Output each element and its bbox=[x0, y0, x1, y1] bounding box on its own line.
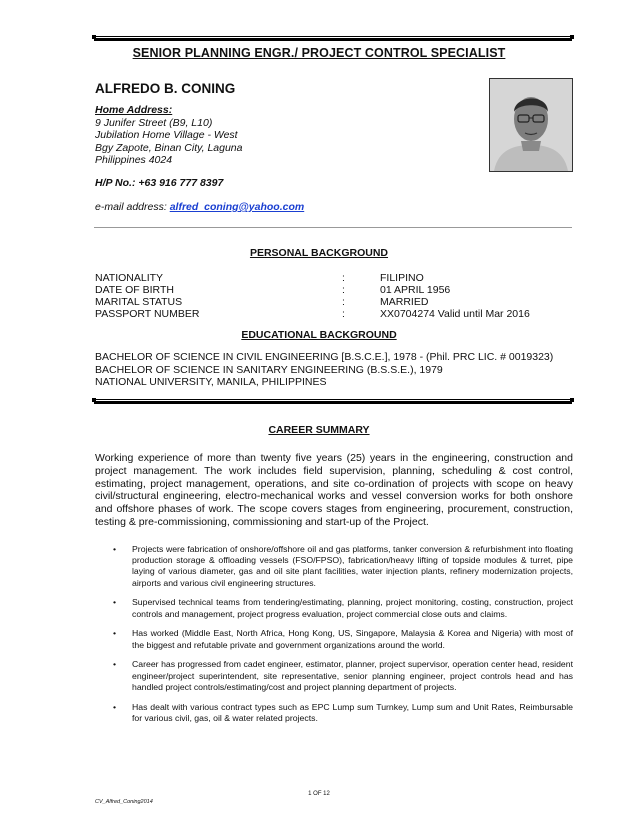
list-item-text: Has worked (Middle East, North Africa, Hong Kong, US, Singapore, Malaysia & Korea and Nigeria) with most of the biggest and refutable private and government organizations around the world. bbox=[132, 628, 573, 650]
bullet-icon: • bbox=[113, 597, 117, 608]
list-item bbox=[113, 659, 573, 693]
list-item bbox=[113, 544, 573, 589]
home-address-label: Home Address: bbox=[95, 104, 173, 116]
career-summary-text: Working experience of more than twenty five years (25) years in the engineering, construction and project management. The work includes field supervision, planning, scheduling & cost control, estimating, project management, operations, and site co-ordination of projects with scope on heavy civil/structural engineering, electro-mechanical works and vessel conversion works for both onshore and offshore phases of work. The scope covers stages from engineering, procurement, construction, testing & pre-commissioning, commissioning and start-up of the Project. bbox=[95, 452, 573, 528]
phone-number: H/P No.: +63 916 777 8397 bbox=[95, 177, 224, 189]
bullet-icon: • bbox=[113, 544, 117, 554]
career-summary-heading: CAREER SUMMARY bbox=[268, 424, 370, 436]
personal-row bbox=[95, 308, 565, 320]
career-bullet-list bbox=[113, 544, 573, 733]
field-value: MARRIED bbox=[380, 296, 429, 308]
list-item-text: Supervised technical teams from tendering/estimating, planning, project monitoring, costing, construction, project controls and management, project progress evaluation, project commercial close outs and claims. bbox=[132, 597, 573, 619]
field-label: PASSPORT NUMBER bbox=[95, 308, 200, 320]
bullet-icon: • bbox=[113, 628, 117, 639]
education-list bbox=[95, 351, 553, 389]
field-separator: : bbox=[342, 296, 345, 308]
field-value: XX0704274 Valid until Mar 2016 bbox=[380, 308, 530, 320]
document-title: SENIOR PLANNING ENGR./ PROJECT CONTROL SPECIALIST bbox=[132, 46, 506, 60]
list-item-text: Projects were fabrication of onshore/offshore oil and gas platforms, tanker conversion & refurbishment into floating production storage & offloading vessels (FSO/FPSO), fabrication/heavy lifting of topside modules & turret, pipe laying of various diameter, gas and oil site plant facilities, water injection plants, refinery modernization projects, airports and various civil engineering structures. bbox=[132, 544, 573, 588]
list-item-text: Has dealt with various contract types such as EPC Lump sum Turnkey, Lump sum and Unit Rates, Reimbursable for various civil, gas, oil & water related projects. bbox=[132, 701, 573, 723]
personal-row bbox=[95, 272, 565, 284]
home-address bbox=[95, 104, 242, 167]
field-separator: : bbox=[342, 308, 345, 320]
address-line: 9 Junifer Street (B9, L10) bbox=[95, 116, 213, 129]
header-divider bbox=[94, 227, 572, 228]
field-separator: : bbox=[342, 272, 345, 284]
email-label: e-mail address: bbox=[95, 201, 170, 213]
field-separator: : bbox=[342, 284, 345, 296]
bullet-icon: • bbox=[113, 659, 117, 670]
footer-filename: CV_Alfred_Coning2014 bbox=[95, 799, 153, 805]
field-value: 01 APRIL 1956 bbox=[380, 284, 451, 296]
personal-row bbox=[95, 284, 565, 296]
candidate-name: ALFREDO B. CONING bbox=[95, 81, 236, 96]
email-line bbox=[95, 201, 304, 213]
list-item-text: Career has progressed from cadet engineer, estimator, planner, project supervisor, operation center head, resident engineer/project superintendent, site representative, senior planning engineer, project controls head and has handled project controls/estimating/cost and project planning department of projects. bbox=[132, 659, 573, 692]
education-line: BACHELOR OF SCIENCE IN SANITARY ENGINEERING (B.S.S.E.), 1979 bbox=[95, 363, 443, 376]
educational-background-heading: EDUCATIONAL BACKGROUND bbox=[241, 329, 397, 341]
email-link[interactable]: alfred_coning@yahoo.com bbox=[169, 201, 305, 213]
page-number: 1 OF 12 bbox=[308, 791, 330, 797]
education-line: NATIONAL UNIVERSITY, MANILA, PHILIPPINES bbox=[95, 376, 327, 388]
address-line: Jubilation Home Village - West bbox=[95, 129, 238, 141]
education-line: BACHELOR OF SCIENCE IN CIVIL ENGINEERING [B.S.C.E.], 1978 - (Phil. PRC LIC. # 0019323) bbox=[95, 351, 554, 363]
personal-row bbox=[95, 296, 565, 308]
field-label: NATIONALITY bbox=[95, 272, 164, 284]
field-label: DATE OF BIRTH bbox=[95, 284, 174, 296]
list-item bbox=[113, 597, 573, 619]
profile-photo bbox=[489, 78, 573, 172]
list-item bbox=[113, 702, 573, 724]
list-item bbox=[113, 628, 573, 650]
field-value: FILIPINO bbox=[380, 272, 424, 284]
address-line: Philippines 4024 bbox=[95, 154, 173, 166]
field-label: MARITAL STATUS bbox=[95, 296, 183, 308]
address-line: Bgy Zapote, Binan City, Laguna bbox=[95, 141, 243, 154]
personal-background-heading: PERSONAL BACKGROUND bbox=[249, 247, 389, 259]
bullet-icon: • bbox=[113, 701, 117, 712]
